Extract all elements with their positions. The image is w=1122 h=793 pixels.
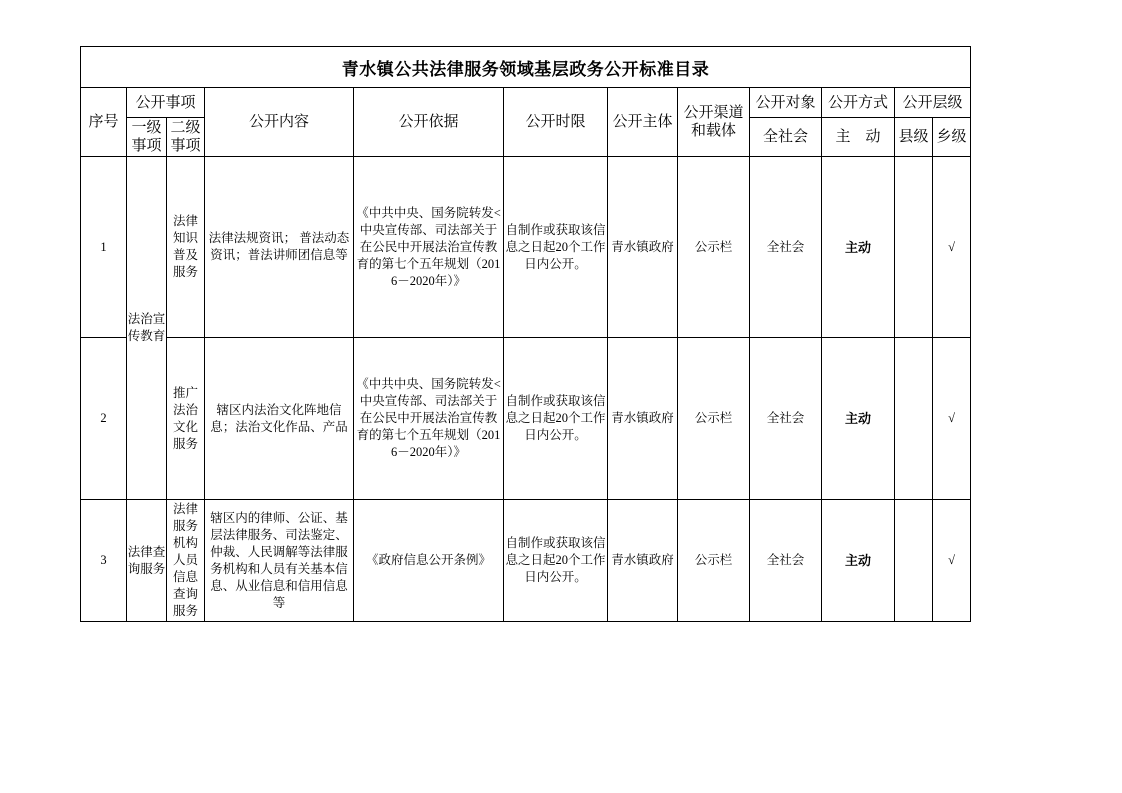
row-object: 全社会 (750, 338, 822, 500)
table-row (81, 157, 971, 338)
row-time-limit: 自制作或获取该信息之日起20个工作日内公开。 (504, 157, 608, 338)
row-content: 法律法规资讯； 普法动态资讯；普法讲师团信息等 (205, 157, 354, 338)
header-subject: 公开主体 (608, 88, 678, 157)
row-subject: 青水镇政府 (608, 157, 678, 338)
header-method-value: 主 动 (822, 118, 895, 157)
row-basis: 《政府信息公开条例》 (354, 500, 504, 622)
row-basis: 《中共中央、国务院转发<中央宣传部、司法部关于在公民中开展法治宣传教育的第七个五年规划（2016－2020年）》 (354, 157, 504, 338)
header-basis: 公开依据 (354, 88, 504, 157)
row-method: 主动 (822, 338, 895, 500)
row-subject: 青水镇政府 (608, 500, 678, 622)
row-time-limit: 自制作或获取该信息之日起20个工作日内公开。 (504, 338, 608, 500)
header-object: 公开对象 (750, 88, 822, 118)
row-method: 主动 (822, 500, 895, 622)
row-object: 全社会 (750, 500, 822, 622)
table-row (81, 500, 971, 622)
row-content: 辖区内法治文化阵地信息；法治文化作品、产品 (205, 338, 354, 500)
header-county: 县级 (895, 118, 933, 157)
row-serial: 3 (81, 500, 127, 622)
header-channel: 公开渠道和载体 (678, 88, 750, 157)
row-object: 全社会 (750, 157, 822, 338)
header-row-1 (81, 88, 971, 118)
header-time-limit: 公开时限 (504, 88, 608, 157)
header-items: 公开事项 (127, 88, 205, 118)
header-method: 公开方式 (822, 88, 895, 118)
row-serial: 2 (81, 338, 127, 500)
row-township-check: √ (933, 500, 971, 622)
header-layer: 公开层级 (895, 88, 971, 118)
row-serial: 1 (81, 157, 127, 338)
row-channel: 公示栏 (678, 500, 750, 622)
row-county (895, 157, 933, 338)
row-level1: 法律查询服务 (127, 500, 167, 622)
header-content: 公开内容 (205, 88, 354, 157)
row-subject: 青水镇政府 (608, 338, 678, 500)
row-county (895, 500, 933, 622)
table-title: 青水镇公共法律服务领域基层政务公开标准目录 (81, 47, 971, 88)
row-level1: 法治宣传教育 (127, 157, 167, 500)
row-township-check: √ (933, 338, 971, 500)
catalog-table (80, 46, 971, 622)
header-township: 乡级 (933, 118, 971, 157)
table-row (81, 338, 971, 500)
row-level2: 推广法治文化服务 (167, 338, 205, 500)
row-method: 主动 (822, 157, 895, 338)
row-township-check: √ (933, 157, 971, 338)
title-row (81, 47, 971, 88)
row-content: 辖区内的律师、公证、基层法律服务、司法鉴定、仲裁、人民调解等法律服务机构和人员有关基本信息、从业信息和信用信息等 (205, 500, 354, 622)
row-time-limit: 自制作或获取该信息之日起20个工作日内公开。 (504, 500, 608, 622)
header-serial: 序号 (81, 88, 127, 157)
row-level2: 法律知识普及服务 (167, 157, 205, 338)
header-object-value: 全社会 (750, 118, 822, 157)
row-level2: 法律服务机构人员信息查询服务 (167, 500, 205, 622)
row-channel: 公示栏 (678, 157, 750, 338)
row-basis: 《中共中央、国务院转发<中央宣传部、司法部关于在公民中开展法治宣传教育的第七个五年规划（2016－2020年）》 (354, 338, 504, 500)
header-level2: 二级事项 (167, 118, 205, 157)
row-channel: 公示栏 (678, 338, 750, 500)
header-level1: 一级事项 (127, 118, 167, 157)
row-county (895, 338, 933, 500)
